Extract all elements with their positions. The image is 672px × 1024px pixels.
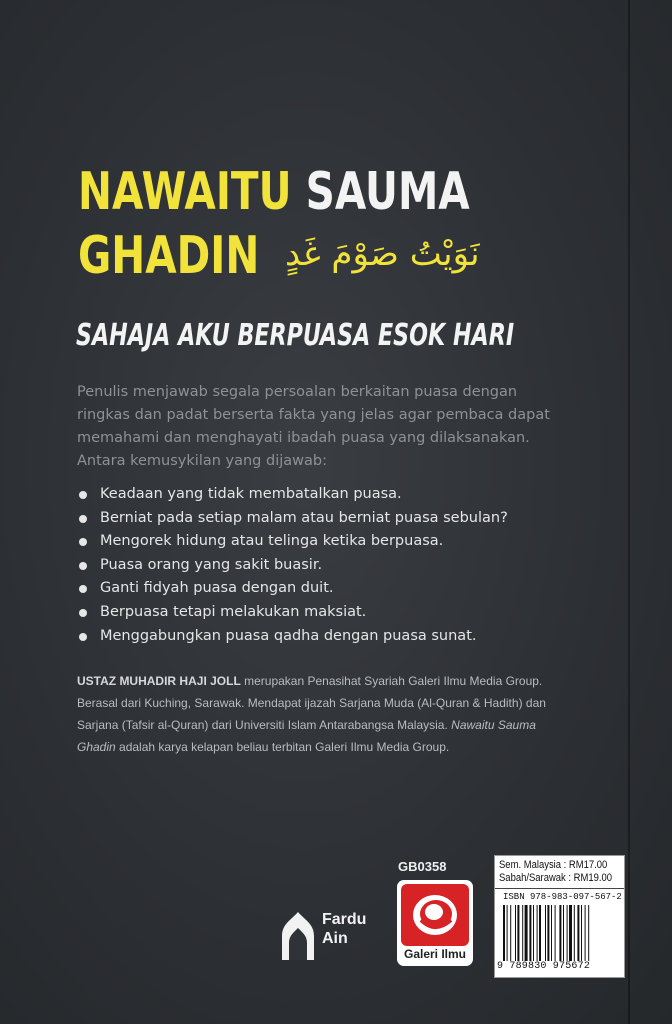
price-west-malaysia: Sem. Malaysia : RM17.00 <box>499 859 608 871</box>
barcode-bar <box>537 905 538 961</box>
barcode-bar <box>515 905 516 961</box>
list-item: Berniat pada setiap malam atau berniat puasa sebulan? <box>77 507 617 531</box>
question-list <box>77 483 617 648</box>
divider <box>495 888 624 889</box>
title-word-nawaitu: NAWAITU <box>78 162 292 222</box>
fardu-ain-text <box>322 910 366 948</box>
mosque-dome-icon <box>278 910 318 962</box>
publisher-swirl-icon <box>401 884 469 946</box>
blurb-paragraph <box>77 381 597 473</box>
barcode-bar <box>547 905 549 961</box>
barcode-bar <box>588 905 589 961</box>
blurb-line: Antara kemusykilan yang dijawab: <box>77 453 327 469</box>
list-item: Ganti fidyah puasa dengan duit. <box>77 577 617 601</box>
arabic-title: نَوَيْتُ صَوْمَ غَدٍ <box>285 234 480 274</box>
author-education: Sarjana (Tafsir al-Quran) dari Universiti Islam Antarabangsa Malaysia. <box>77 718 452 732</box>
list-item: Puasa orang yang sakit buasir. <box>77 554 617 578</box>
fardu-ain-logo <box>278 910 366 962</box>
barcode <box>503 905 617 961</box>
title-line-2 <box>78 228 259 284</box>
author-bio-line <box>77 670 617 692</box>
barcode-digits: 9 789830 975672 <box>497 961 591 972</box>
barcode-bar <box>522 905 523 961</box>
barcode-bar <box>585 905 586 961</box>
author-bio-line: Berasal dari Kuching, Sarawak. Mendapat ijazah Sarjana Muda (Al-Quran & Hadith) dan <box>77 696 546 710</box>
title-word-sauma: SAUMA <box>305 162 470 222</box>
barcode-bar <box>517 905 519 961</box>
book-title-italic: Nawaitu Sauma <box>451 718 536 732</box>
author-works: adalah karya kelapan beliau terbitan Galeri Ilmu Media Group. <box>115 740 450 754</box>
barcode-bar <box>559 905 561 961</box>
blurb-line: Penulis menjawab segala persoalan berkaitan puasa dengan <box>77 384 518 400</box>
publisher-logo <box>397 880 473 966</box>
ain-text-line: Ain <box>322 930 348 947</box>
list-item: Keadaan yang tidak membatalkan puasa. <box>77 483 617 507</box>
author-bio-line <box>77 736 617 758</box>
barcode-bar <box>555 905 556 961</box>
title-line-1 <box>78 164 470 220</box>
barcode-bar <box>574 905 575 961</box>
author-bio-line <box>77 714 617 736</box>
barcode-bar <box>507 905 508 961</box>
publisher-emblem <box>401 884 469 946</box>
author-name: USTAZ MUHADIR HAJI JOLL <box>77 674 241 688</box>
barcode-bar <box>529 905 531 961</box>
list-item: Mengorek hidung atau telinga ketika berpuasa. <box>77 530 617 554</box>
subtitle: SAHAJA AKU BERPUASA ESOK HARI <box>76 318 515 353</box>
barcode-bar <box>533 905 534 961</box>
barcode-bar <box>551 905 552 961</box>
barcode-bar <box>503 905 505 961</box>
author-role: merupakan Penasihat Syariah Galeri Ilmu Media Group. <box>240 674 543 688</box>
barcode-bar <box>510 905 511 961</box>
price-barcode-sticker <box>494 855 625 978</box>
list-item: Berpuasa tetapi melakukan maksiat. <box>77 601 617 625</box>
title-word-ghadin: GHADIN <box>78 226 260 286</box>
publisher-name: Galeri Ilmu <box>403 947 467 961</box>
spine-fold-line <box>628 0 630 1024</box>
product-code: GB0358 <box>398 859 447 874</box>
author-bio <box>77 670 617 758</box>
barcode-bar <box>567 905 568 961</box>
barcode-bar <box>569 905 572 961</box>
barcode-bar <box>581 905 582 961</box>
list-item: Menggabungkan puasa qadha dengan puasa sunat. <box>77 625 617 649</box>
barcode-bar <box>525 905 528 961</box>
barcode-bar <box>545 905 546 961</box>
blurb-line: memahami dan menghayati ibadah puasa yang dilaksanakan. <box>77 430 530 446</box>
isbn-label: ISBN 978-983-097-567-2 <box>503 892 622 902</box>
barcode-bar <box>539 905 541 961</box>
barcode-bar <box>577 905 579 961</box>
book-title-italic: Ghadin <box>77 740 116 754</box>
fardu-text-line: Fardu <box>322 911 367 928</box>
barcode-bar <box>563 905 564 961</box>
blurb-line: ringkas dan padat berserta fakta yang jelas agar pembaca dapat <box>77 407 550 423</box>
price-sabah-sarawak: Sabah/Sarawak : RM19.00 <box>499 872 613 884</box>
